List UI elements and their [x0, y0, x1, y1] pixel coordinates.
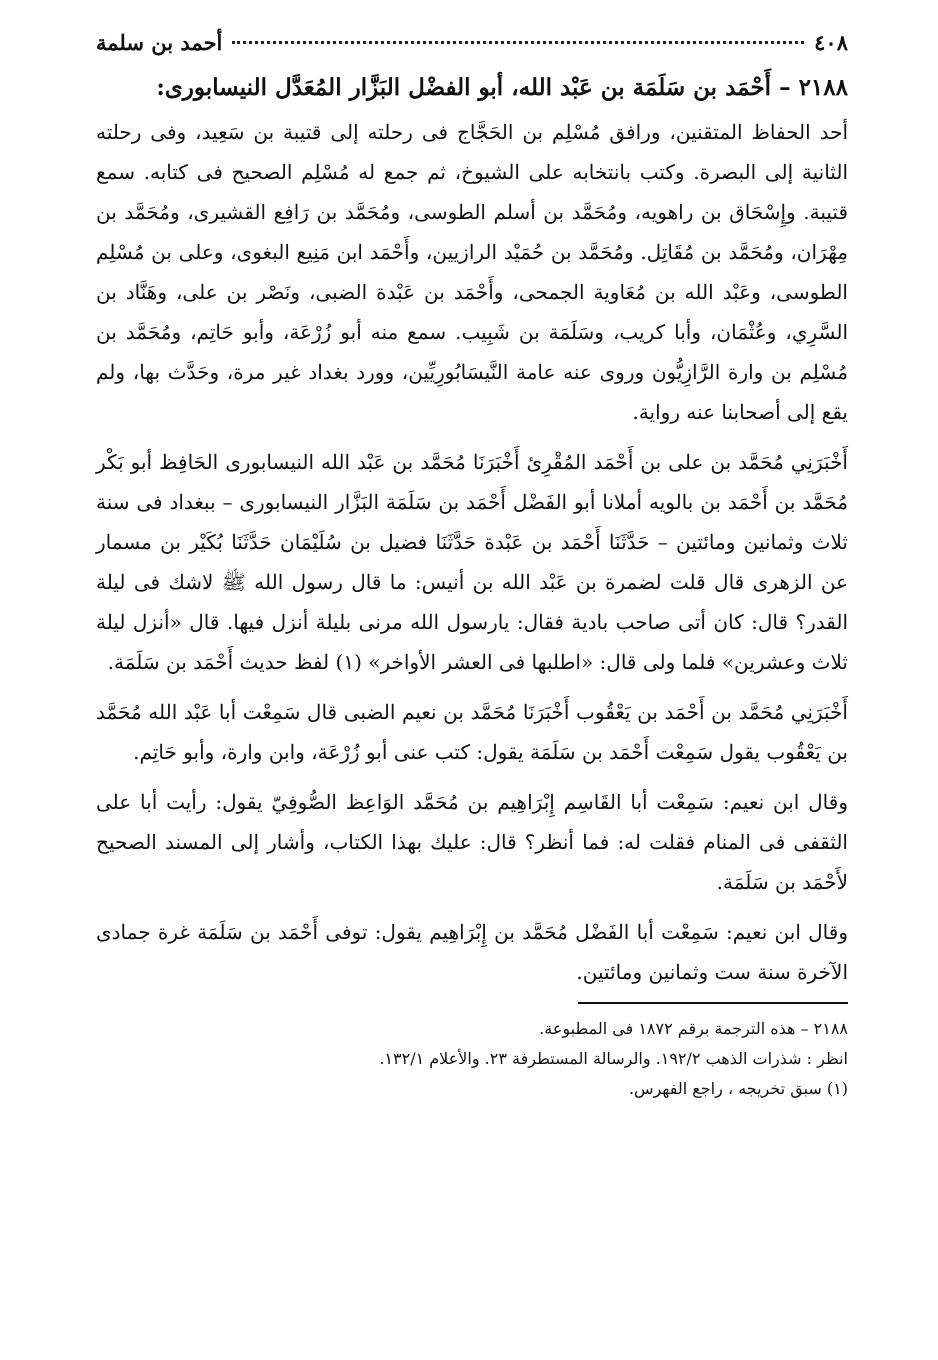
paragraph-narration-1 — [96, 692, 848, 772]
running-header — [96, 30, 848, 66]
book-page — [96, 30, 848, 1104]
page-number: ٤٠٨ — [814, 30, 848, 55]
paragraph-text: أحد الحفاظ المتقنين، ورافق مُسْلِم بن الحَجَّاج فى رحلته إلى قتيبة بن سَعِيد، وفى رحلته الثانية إلى البصرة. وكتب بانتخابه على الشيوخ، ثم جمع له مُسْلِم الصحيح فى كتابه. سمع قتيبة. وإِسْحَاق بن راهويه، ومُحَمَّد بن أسلم الطوسى، ومُحَمَّد بن رَافِع القشيرى، ومُحَمَّد بن مِهْرَان، ومُحَمَّد بن مُقَاتِل. ومُحَمَّد بن حُمَيْد الرازيين، وأَحْمَد ابن مَنِيع البغوى، وعلى بن مُسْلِم الطوسى، وعَبْد الله بن مُعَاوية الجمحى، وأَحْمَد بن عَبْدة الضبى، ونَصْر بن على، وهَنَّاد بن السَّرِي، وعُثْمَان، وأبا كريب، وسَلَمَة بن شَبِيب. سمع منه أبو زُرْعَة، وأبو حَاتِم، ومُحَمَّد بن مُسْلِم بن وارة الرَّازِيُّون وروى عنه عامة النَّيسَابُورِيِّين، وورد بغداد غير مرة، وحَدَّث بها، ولم يقع إلى أصحابنا عنه رواية. — [96, 120, 849, 424]
footnote-divider — [578, 1002, 848, 1004]
paragraph-hadith — [96, 442, 848, 682]
paragraph-text: أَخْبَرَنِي مُحَمَّد بن على بن أَحْمَد المُقْرِئ أَخْبَرَنَا مُحَمَّد بن عَبْد الله النيسابورى الحَافِظ أبو بَكْر مُحَمَّد بن أَحْمَد بن بالويه أملانا أبو الفَضْل أَحْمَد بن سَلَمَة البَزَّار النيسابورى – ببغداد فى سنة ثلاث وثمانين ومائتين – حَدَّثَنَا أَحْمَد بن عَبْدة حَدَّثَنَا فضيل بن سُلَيْمَان حَدَّثَنَا بُكَيْر بن مسمار عن الزهرى قال قلت لضمرة بن عَبْد الله بن أنيس: ما قال رسول الله ﷺ لاشك فى ليلة القدر؟ قال: كان أتى صاحب بادية فقال: يارسول الله مرنى بليلة أنزل فيها. قال «أنزل ليلة ثلاث وعشرين» فلما ولى قال: «اطلبها فى العشر الأواخر» (١) لفظ حديث أَحْمَد بن سَلَمَة. — [96, 450, 848, 674]
paragraph-text: وقال ابن نعيم: سَمِعْت أبا القَاسِم إِبْرَاهِيم بن مُحَمَّد الوَاعِظ الصُّوفِيّ يقول: رأيت أبا على الثقفى فى المنام فقلت له: فما أنظر؟ قال: عليك بهذا الكتاب، وأشار إلى المسند الصحيح لأَحْمَد بن سَلَمَة. — [96, 790, 848, 894]
footnote-entry-number: ٢١٨٨ – هذه الترجمة برقم ١٨٧٢ فى المطبوعة. — [539, 1019, 848, 1038]
entry-heading: ٢١٨٨ – أَحْمَد بن سَلَمَة بن عَبْد الله، أبو الفضْل البَزَّار المُعَدَّل النيسابورى: — [156, 74, 848, 101]
running-title: أحمد بن سلمة — [96, 30, 223, 55]
paragraph-text: أَخْبَرَنِي مُحَمَّد بن أَحْمَد بن يَعْقُوب أَخْبَرَنَا مُحَمَّد بن نعيم الضبى قال سَمِعْت أبا عَبْد الله مُحَمَّد بن يَعْقُوب يقول سَمِعْت أَحْمَد بن سَلَمَة يقول: كتب عنى أبو زُرْعَة، وابن وارة، وأبو حَاتِم. — [96, 700, 848, 764]
footnote-references: انظر : شذرات الذهب ١٩٢/٢. والرسالة المستطرفة ٢٣. والأعلام ١٣٢/١. — [379, 1049, 848, 1068]
dotted-leader — [232, 41, 804, 44]
footnote-1: (١) سبق تخريجه ، راجع الفهرس. — [628, 1079, 848, 1098]
paragraph-text: وقال ابن نعيم: سَمِعْت أبا الفَضْل مُحَمَّد بن إِبْرَاهِيم يقول: توفى أَحْمَد بن سَلَمَة غرة جمادى الآخرة سنة ست وثمانين ومائتين. — [96, 920, 848, 984]
paragraph-death-date — [96, 912, 848, 992]
footnotes — [96, 1014, 848, 1104]
paragraph-biography — [96, 112, 848, 432]
paragraph-narration-2 — [96, 782, 848, 902]
